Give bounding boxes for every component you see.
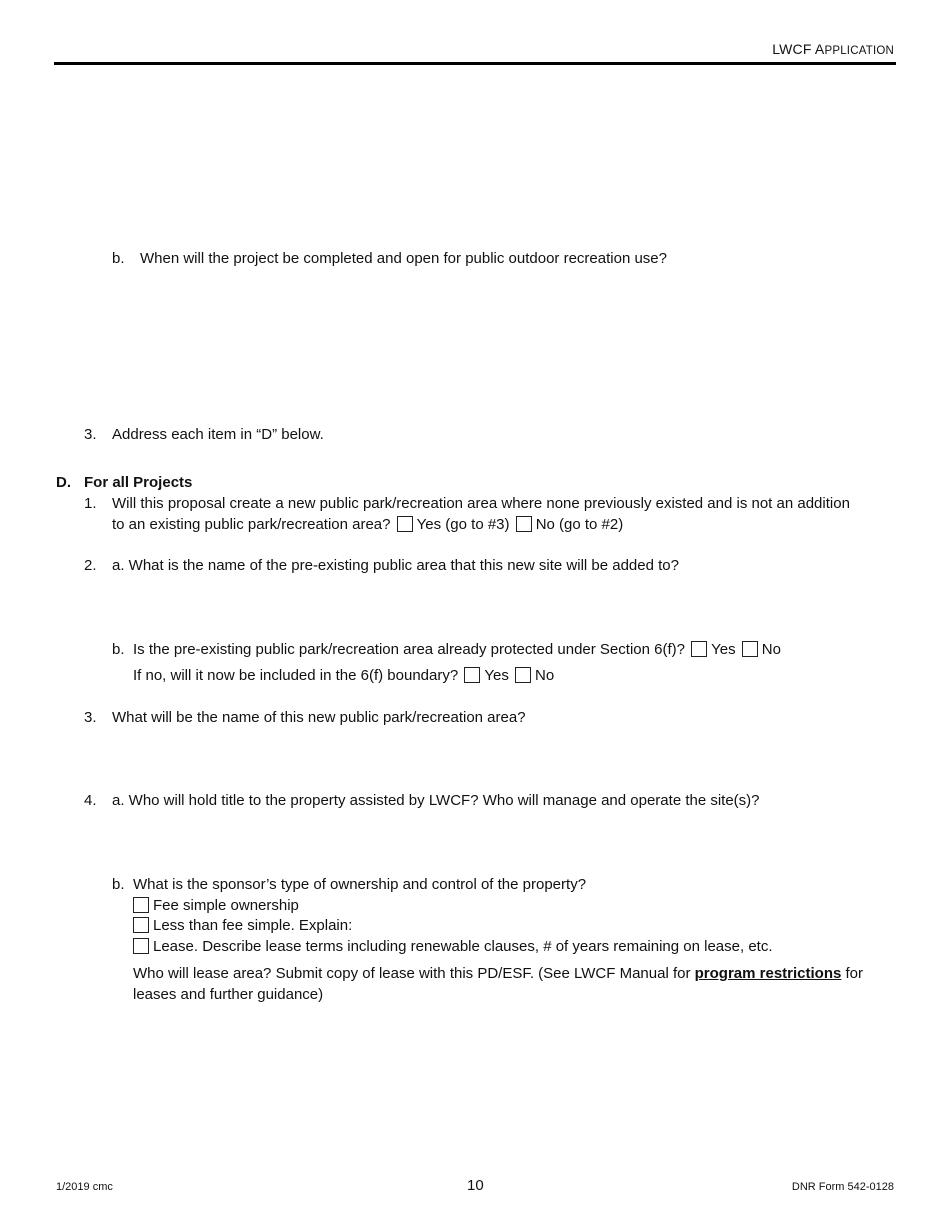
item-b-marker: b.: [112, 250, 125, 267]
q4b-marker: b.: [112, 876, 125, 893]
q1-line2-text: to an existing public park/recreation area?: [112, 516, 391, 533]
lease-note-pre: Who will lease area? Submit copy of lease with this PD/ESF. (See LWCF Manual for: [133, 965, 695, 982]
header-title: LWCF APPLICATION: [772, 41, 894, 57]
q2b-no-label: No: [761, 641, 781, 658]
ownership-option-lease: [133, 936, 773, 957]
q1-line1: Will this proposal create a new public park/recreation area where none previously existed and is not an addition: [112, 495, 850, 512]
program-restrictions-link[interactable]: program restrictions: [694, 965, 842, 982]
q4a-text: a. Who will hold title to the property assisted by LWCF? Who will manage and operate the site(s)?: [112, 792, 760, 809]
q2b-followup-text: If no, will it now be included in the 6(f) boundary?: [133, 667, 459, 684]
q2b-followup-no-checkbox[interactable]: [515, 667, 531, 683]
q2b-yes-checkbox[interactable]: [691, 641, 707, 657]
page-number: 10: [467, 1177, 484, 1194]
footer-form-number: DNR Form 542-0128: [791, 1181, 894, 1193]
fee-simple-checkbox[interactable]: [133, 897, 149, 913]
q1-marker: 1.: [84, 495, 97, 512]
q2b-yes-label: Yes: [711, 641, 736, 658]
lease-note-line1: [133, 963, 863, 984]
q2b-line: [133, 639, 781, 660]
item-3-marker: 3.: [84, 426, 97, 443]
item-3-text: Address each item in “D” below.: [112, 426, 324, 443]
q1-no-label: No (go to #2): [535, 516, 624, 533]
q2b-no-checkbox[interactable]: [742, 641, 758, 657]
fee-simple-label: Fee simple ownership: [153, 897, 299, 914]
q2b-text: Is the pre-existing public park/recreation area already protected under Section 6(f)?: [133, 641, 685, 658]
less-than-fee-label: Less than fee simple. Explain:: [153, 917, 353, 934]
q1-line2: [112, 514, 623, 535]
section-d-title: For all Projects: [84, 474, 193, 491]
less-than-fee-checkbox[interactable]: [133, 917, 149, 933]
q2b-followup-no-label: No: [535, 667, 555, 684]
lease-note-line2: leases and further guidance): [133, 986, 324, 1003]
q1-yes-label: Yes (go to #3): [416, 516, 510, 533]
lease-checkbox[interactable]: [133, 938, 149, 954]
ownership-option-less-than-fee: [133, 915, 352, 936]
q1-yes-checkbox[interactable]: [397, 516, 413, 532]
q2b-followup-line: [133, 665, 554, 686]
ownership-option-fee-simple: [133, 895, 299, 916]
lease-label: Lease. Describe lease terms including renewable clauses, # of years remaining on lease, etc.: [153, 938, 773, 955]
q2-marker: 2.: [84, 557, 97, 574]
item-b-text: When will the project be completed and open for public outdoor recreation use?: [140, 250, 667, 267]
header-rule: [54, 62, 896, 65]
q4b-text: What is the sponsor’s type of ownership and control of the property?: [133, 876, 587, 893]
q3-marker: 3.: [84, 709, 97, 726]
footer-date: 1/2019 cmc: [56, 1181, 113, 1193]
q3-text: What will be the name of this new public park/recreation area?: [112, 709, 526, 726]
lease-note-post: for: [841, 965, 864, 982]
q2b-followup-yes-label: Yes: [484, 667, 509, 684]
q4-marker: 4.: [84, 792, 97, 809]
q2a-text: a. What is the name of the pre-existing public area that this new site will be added to?: [112, 557, 679, 574]
q2b-followup-yes-checkbox[interactable]: [464, 667, 480, 683]
q2b-marker: b.: [112, 641, 125, 658]
q1-no-checkbox[interactable]: [516, 516, 532, 532]
section-d-marker: D.: [56, 474, 71, 491]
